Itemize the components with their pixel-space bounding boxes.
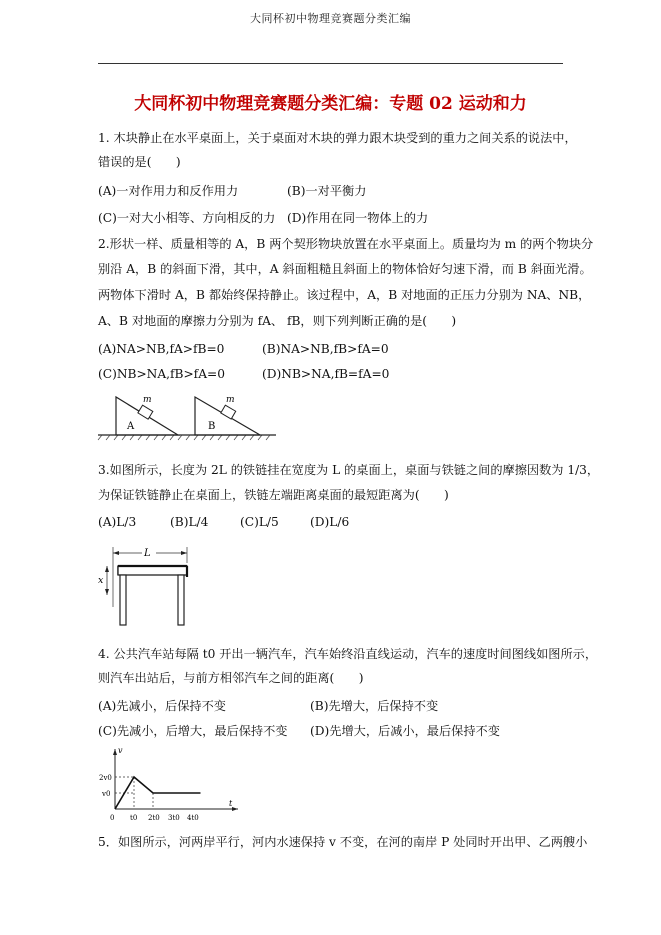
table-leg-right	[178, 575, 184, 625]
dimension-L-arrow-right	[181, 551, 187, 555]
block-b-mass-label: m	[226, 395, 235, 405]
q2-stem-line1: 2.形状一样、质量相等的 A，B 两个契形物块放置在水平桌面上。质量均为 m 的两个物块分	[98, 237, 594, 251]
dimension-x-arrow-up	[105, 566, 109, 572]
tick-label-2v0: 2v0	[99, 774, 112, 782]
q2-option-a: (A)NA>NB,fA>fB=0	[98, 342, 225, 356]
q1-option-a: (A)一对作用力和反作用力	[98, 184, 239, 198]
block-a	[138, 405, 153, 419]
q2-option-b: (B)NA>NB,fB>fA=0	[262, 342, 389, 356]
ground-hatching	[98, 435, 270, 440]
q4-option-b: (B)先增大，后保持不变	[310, 699, 439, 713]
q1-option-b: (B)一对平衡力	[287, 184, 367, 198]
q1-stem-line2: 错误的是( )	[98, 155, 181, 169]
q1-option-c: (C)一对大小相等、方向相反的力	[98, 211, 276, 225]
q1-option-d: (D)作用在同一物体上的力	[287, 211, 429, 225]
page-header: 大同杯初中物理竞赛题分类汇编	[250, 12, 411, 25]
block-b	[221, 405, 236, 419]
tick-label-t0: t0	[130, 814, 138, 822]
origin-label: 0	[110, 814, 115, 822]
q2-option-c: (C)NB>NA,fB>fA=0	[98, 367, 225, 381]
v-axis-arrow	[113, 749, 117, 755]
dimension-L-arrow-left	[113, 551, 119, 555]
q4-option-a: (A)先减小，后保持不变	[98, 699, 226, 713]
q5-stem-line1: 5．如图所示，河两岸平行，河内水速保持 v 不变，在河的南岸 P 处同时开出甲、乙两艘小	[98, 835, 588, 849]
page-title: 大同杯初中物理竞赛题分类汇编：专题 02 运动和力	[134, 94, 527, 114]
tick-label-3t0: 3t0	[168, 814, 180, 822]
wedge-b-label: B	[208, 421, 216, 432]
q1-stem-line1: 1. 木块静止在水平桌面上，关于桌面对木块的弹力跟木块受到的重力之间关系的说法中，	[98, 131, 577, 145]
block-a-mass-label: m	[143, 395, 152, 405]
q2-wedges-figure	[98, 392, 278, 442]
wedge-a-label: A	[127, 421, 135, 432]
q3-chain-table-figure	[98, 543, 208, 629]
t-axis-arrow	[232, 807, 238, 811]
tick-label-4t0: 4t0	[187, 814, 199, 822]
dimension-x-label: x	[98, 575, 104, 586]
q2-stem-line2: 别沿 A，B 的斜面下滑，其中，A 斜面粗糙且斜面上的物体恰好匀速下滑，而 B 斜面光滑。	[98, 262, 592, 276]
q4-option-d: (D)先增大，后减小，最后保持不变	[310, 724, 500, 738]
q4-stem-line1: 4. 公共汽车站每隔 t0 开出一辆汽车，汽车始终沿直线运动，汽车的速度时间图线如图所示，	[98, 647, 598, 661]
q3-option-b: (B)L/4	[170, 515, 209, 529]
q4-velocity-time-chart	[98, 745, 248, 831]
q4-option-c: (C)先减小，后增大，最后保持不变	[98, 724, 288, 738]
q3-option-a: (A)L/3	[98, 515, 137, 529]
t-axis-label: t	[229, 799, 233, 808]
table-top	[118, 566, 187, 575]
tick-label-v0: v0	[102, 790, 111, 798]
dimension-L-label: L	[144, 548, 151, 559]
header-rule	[98, 63, 563, 64]
q3-option-c: (C)L/5	[240, 515, 279, 529]
q3-stem-line1: 3.如图所示，长度为 2L 的铁链挂在宽度为 L 的桌面上，桌面与铁链之间的摩擦因数为 1/3，	[98, 463, 600, 477]
tick-label-2t0: 2t0	[148, 814, 160, 822]
dimension-x-arrow-down	[105, 589, 109, 595]
q3-option-d: (D)L/6	[310, 515, 350, 529]
q3-stem-line2: 为保证铁链静止在桌面上，铁链左端距离桌面的最短距离为( )	[98, 488, 449, 502]
q2-stem-line4: A、B 对地面的摩擦力分别为 fA、 fB，则下列判断正确的是( )	[98, 314, 457, 328]
q2-option-d: (D)NB>NA,fB=fA=0	[262, 367, 390, 381]
v-axis-label: v	[118, 746, 123, 755]
q2-stem-line3: 两物体下滑时 A，B 都始终保持静止。该过程中，A，B 对地面的正压力分别为 NA、NB，	[98, 288, 591, 302]
q4-stem-line2: 则汽车出站后，与前方相邻汽车之间的距离( )	[98, 671, 364, 685]
table-leg-left	[120, 575, 126, 625]
